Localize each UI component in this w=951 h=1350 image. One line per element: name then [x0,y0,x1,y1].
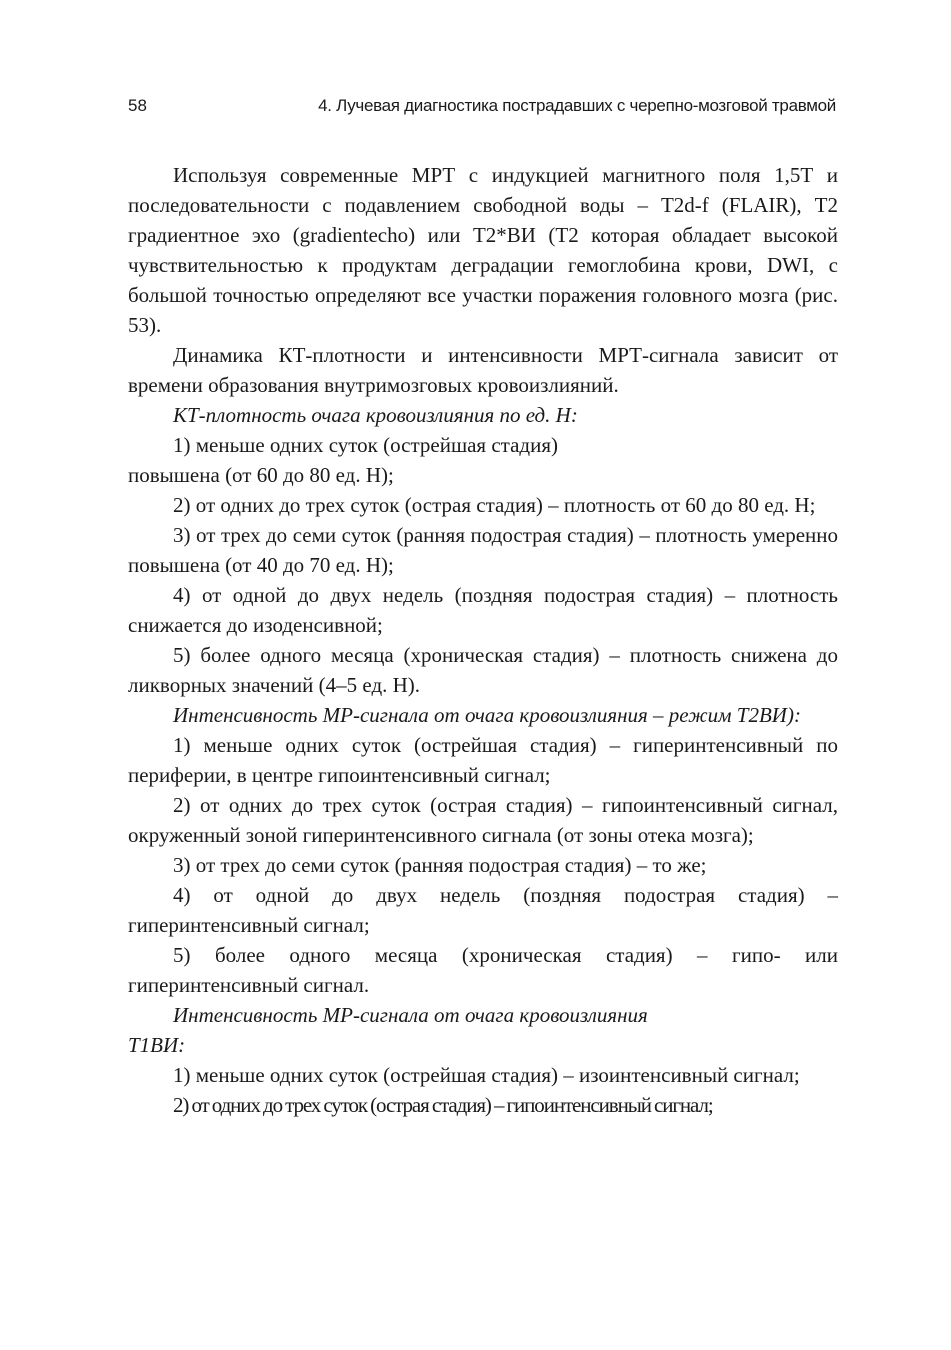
page-header [128,94,836,118]
list-item: 2) от одних до трех суток (острая стадия) – плотность от 60 до 80 ед. Н; [173,493,816,517]
list-item: 1) меньше одних суток (острейшая стадия) – изоинтенсивный сигнал; [173,1063,800,1087]
subheading-ct-density: КТ-плотность очага кровоизлияния по ед. Н: [173,403,578,427]
list-item: 3) от трех до семи суток (ранняя подострая стадия) – плотность умеренно повышена (от 40 до 70 ед. Н); [128,523,838,577]
list-item-continuation: повышена (от 60 до 80 ед. Н); [128,463,394,487]
list-item: 5) более одного месяца (хроническая стадия) – плотность снижена до ликворных значений (4–5 ед. Н). [128,643,838,697]
paragraph: Динамика КТ-плотности и интенсивности МРТ-сигнала зависит от времени образования внутримозговых кровоизлияний. [128,343,838,397]
list-item: 1) меньше одних суток (острейшая стадия) – гиперинтенсивный по периферии, в центре гипоинтенсивный сигнал; [128,733,838,787]
list-item: 5) более одного месяца (хроническая стадия) – гипо- или гиперинтенсивный сигнал. [128,943,838,997]
page-number: 58 [128,96,147,115]
list-item: 2) от одних до трех суток (острая стадия) – гипоинтенсивный сигнал, окруженный зоной гиперинтенсивного сигнала (от зоны отека мозга); [128,793,838,847]
list-item: 3) от трех до семи суток (ранняя подострая стадия) – то же; [173,853,707,877]
paragraph: Используя современные МРТ с индукцией магнитного поля 1,5Т и последовательности с подавлением свободной воды – T2d-f (FLAIR), Т2 градиентное эхо (gradientecho) или T2*ВИ (T2 которая обладает высокой чувствительностью к продуктам деградации гемоглобина крови, DWI, с большой точностью определяют все участки поражения головного мозга (рис. 53). [128,163,838,337]
subheading-t1-signal-continuation: Т1ВИ: [128,1033,186,1057]
running-title: 4. Лучевая диагностика пострадавших с черепно-мозговой травмой [318,96,836,115]
body-text [128,160,838,1120]
list-item: 1) меньше одних суток (острейшая стадия) [173,433,558,457]
list-item: 4) от одной до двух недель (поздняя подострая стадия) – гиперинтенсивный сигнал; [128,883,838,937]
subheading-t2-signal: Интенсивность МР-сигнала от очага кровоизлияния – режим Т2ВИ): [173,703,801,727]
subheading-t1-signal: Интенсивность МР-сигнала от очага кровоизлияния [173,1003,648,1027]
list-item: 4) от одной до двух недель (поздняя подострая стадия) – плотность снижается до изоденсивной; [128,583,838,637]
list-item: 2) от одних до трех суток (острая стадия) – гипоинтенсивный сигнал; [173,1093,713,1117]
